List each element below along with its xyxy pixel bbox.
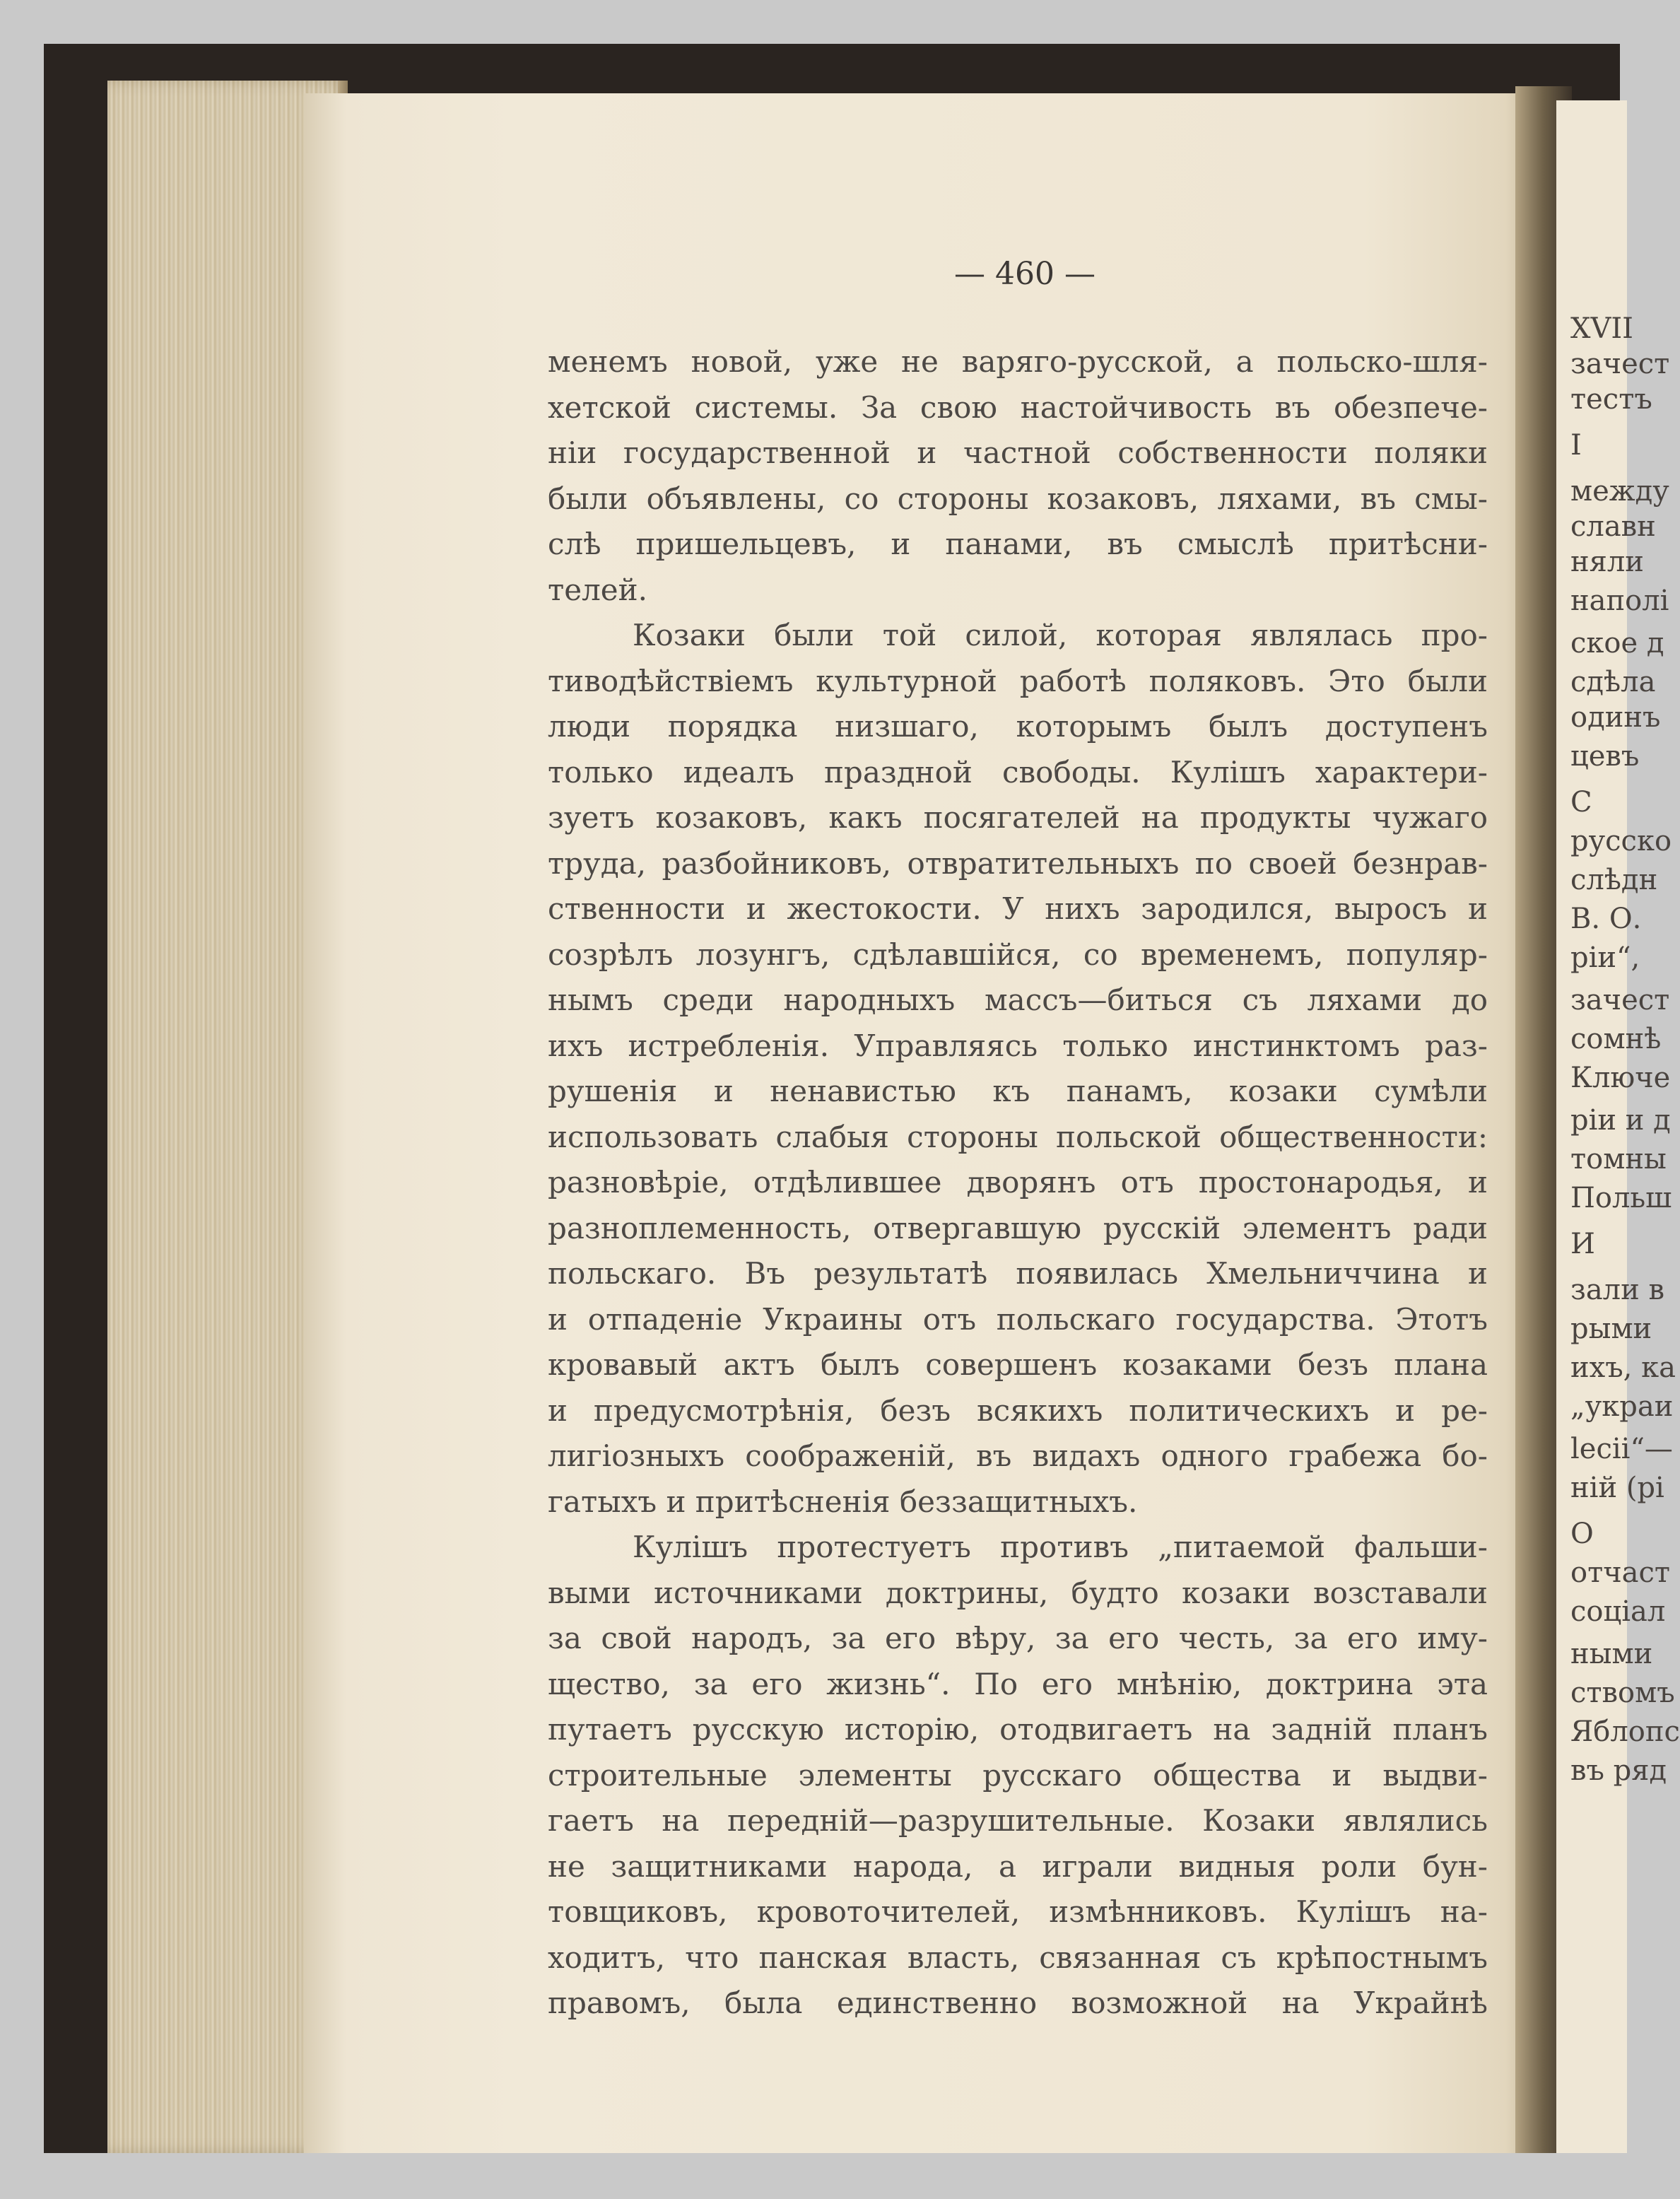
facing-page-text-fragment: Польш — [1570, 1182, 1672, 1214]
facing-page-text-fragment: въ ряд — [1570, 1754, 1667, 1787]
facing-page-text-fragment: рыми — [1570, 1313, 1652, 1345]
text-line: товщиковъ, кровоточителей, измѣнниковъ. Кулiшъ на- — [548, 1894, 1488, 1929]
text-line: ственности и жестокости. У нихъ зародился, выросъ и — [548, 891, 1488, 926]
facing-page-text-fragment: зали в — [1570, 1274, 1664, 1306]
text-line: и отпаденiе Украины отъ польскаго государства. Этотъ — [548, 1301, 1488, 1337]
facing-page-text-fragment: сдѣла — [1570, 666, 1656, 698]
facing-page-text-fragment: рiи и д — [1570, 1104, 1671, 1137]
text-line: хетской системы. За свою настойчивость въ обезпече- — [548, 389, 1488, 425]
facing-page-text-fragment: В. О. — [1570, 903, 1642, 935]
right-page-fragment — [1556, 100, 1680, 2153]
text-line: Кулiшъ протестуетъ противъ „питаемой фальши- — [633, 1530, 1488, 1564]
text-line: созрѣлъ лозунгъ, сдѣлавшiйся, со временемъ, популяр- — [548, 937, 1488, 972]
facing-page-text-fragment: нiй (рi — [1570, 1472, 1664, 1504]
facing-page-text-fragment: ихъ, ка — [1570, 1351, 1676, 1384]
facing-page-text-fragment: одинъ — [1570, 701, 1661, 734]
text-line: только идеалъ праздной свободы. Кулiшъ характери- — [548, 754, 1488, 790]
text-line: нымъ среди народныхъ массъ—биться съ ляхами до — [548, 983, 1488, 1017]
text-line: за свой народъ, за его вѣру, за его честь, за его иму- — [548, 1621, 1488, 1655]
facing-page-text-fragment: ское д — [1570, 627, 1664, 659]
text-line: использовать слабыя стороны польской общественности: — [548, 1119, 1488, 1154]
facing-page-text-fragment: томны — [1570, 1143, 1667, 1175]
text-line: выми источниками доктрины, будто козаки возставали — [548, 1575, 1488, 1610]
facing-page-text-fragment: С — [1570, 786, 1592, 819]
facing-page-text-fragment: наполі — [1570, 585, 1669, 617]
facing-page-text-fragment: няли — [1570, 546, 1644, 578]
facing-page-text-fragment: славн — [1570, 510, 1656, 543]
facing-page-text-fragment: отчаст — [1570, 1556, 1671, 1589]
text-line: и предусмотрѣнiя, безъ всякихъ политическихъ и ре- — [548, 1392, 1488, 1428]
text-line: были объявлены, со стороны козаковъ, ляхами, въ смы- — [548, 481, 1488, 516]
text-line: труда, разбойниковъ, отвратительныхъ по своей безнрав- — [548, 845, 1488, 881]
facing-page-text-fragment: зачест — [1570, 348, 1670, 380]
text-line: нiи государственной и частной собственности поляки — [548, 435, 1488, 470]
text-line: люди порядка низшаго, которымъ былъ доступенъ — [548, 709, 1488, 744]
facing-page-text-fragment: соцiал — [1570, 1595, 1666, 1628]
facing-page-text-fragment: между — [1570, 475, 1669, 508]
text-line: телей. — [548, 572, 647, 607]
page-number: — 460 — — [954, 256, 1095, 292]
facing-page-text-fragment: lecii“— — [1570, 1433, 1673, 1465]
facing-page-text-fragment: сомнѣ — [1570, 1023, 1662, 1055]
text-line: строительные элементы русскаго общества и выдви- — [548, 1757, 1488, 1793]
facing-page-text-fragment: рiи“, — [1570, 942, 1640, 974]
text-line: зуетъ козаковъ, какъ посягателей на продукты чужаго — [548, 800, 1488, 835]
text-line: лигiозныхъ соображенiй, въ видахъ одного грабежа бо- — [548, 1438, 1488, 1473]
facing-page-text-fragment: ными — [1570, 1638, 1653, 1670]
text-line: правомъ, была единственно возможной на Украйнѣ — [548, 1986, 1488, 2020]
body-text — [548, 339, 1488, 2027]
text-line: кровавый актъ былъ совершенъ козаками безъ плана — [548, 1347, 1488, 1382]
text-line: разновѣрiе, отдѣлившее дворянъ отъ простонародья, и — [548, 1165, 1488, 1200]
text-line: путаетъ русскую исторiю, отодвигаетъ на заднiй планъ — [548, 1712, 1488, 1747]
text-line: тиводѣйствiемъ культурной работѣ поляковъ. Это были — [548, 663, 1488, 698]
facing-page-text-fragment: Яблопс — [1570, 1716, 1680, 1748]
facing-page-text-fragment: цевъ — [1570, 740, 1640, 773]
text-line: слѣ пришельцевъ, и панами, въ смыслѣ притѣсни- — [548, 527, 1488, 561]
facing-page-text-fragment: О — [1570, 1518, 1594, 1550]
facing-page-text-fragment: русско — [1570, 825, 1672, 857]
facing-page-text-fragment: I — [1570, 429, 1582, 462]
facing-page-text-fragment: XVII — [1570, 312, 1633, 345]
facing-page-text-fragment: ствомъ — [1570, 1677, 1675, 1709]
facing-page-text-fragment: И — [1570, 1228, 1595, 1260]
text-line: ходитъ, что панская власть, связанная съ крѣпостнымъ — [548, 1940, 1488, 1975]
text-line: щество, за его жизнь“. По его мнѣнiю, доктрина эта — [548, 1666, 1488, 1701]
text-line: разноплеменность, отвергавшую русскiй элементъ ради — [548, 1210, 1488, 1245]
facing-page-text-fragment: тестъ — [1570, 383, 1652, 416]
text-line: Козаки были той силой, которая являлась про- — [633, 618, 1488, 652]
text-line: менемъ новой, уже не варяго-русской, а польско-шля- — [548, 344, 1488, 379]
facing-page-text-fragment: зачест — [1570, 984, 1670, 1016]
text-line: гатыхъ и притѣсненiя беззащитныхъ. — [548, 1484, 1138, 1519]
text-line: рушенiя и ненавистью къ панамъ, козаки сумѣли — [548, 1074, 1488, 1108]
text-line: ихъ истребленiя. Управляясь только инстинктомъ раз- — [548, 1028, 1488, 1063]
text-line: гаетъ на переднiй—разрушительные. Козаки являлись — [548, 1803, 1488, 1838]
text-line: польскаго. Въ результатѣ появилась Хмельниччина и — [548, 1256, 1488, 1291]
facing-page-text-fragment: слѣдн — [1570, 864, 1658, 896]
facing-page-text-fragment: „украи — [1570, 1390, 1674, 1423]
text-line: не защитниками народа, а играли видныя роли бун- — [548, 1848, 1488, 1884]
facing-page-text-fragment: Ключе — [1570, 1062, 1671, 1094]
